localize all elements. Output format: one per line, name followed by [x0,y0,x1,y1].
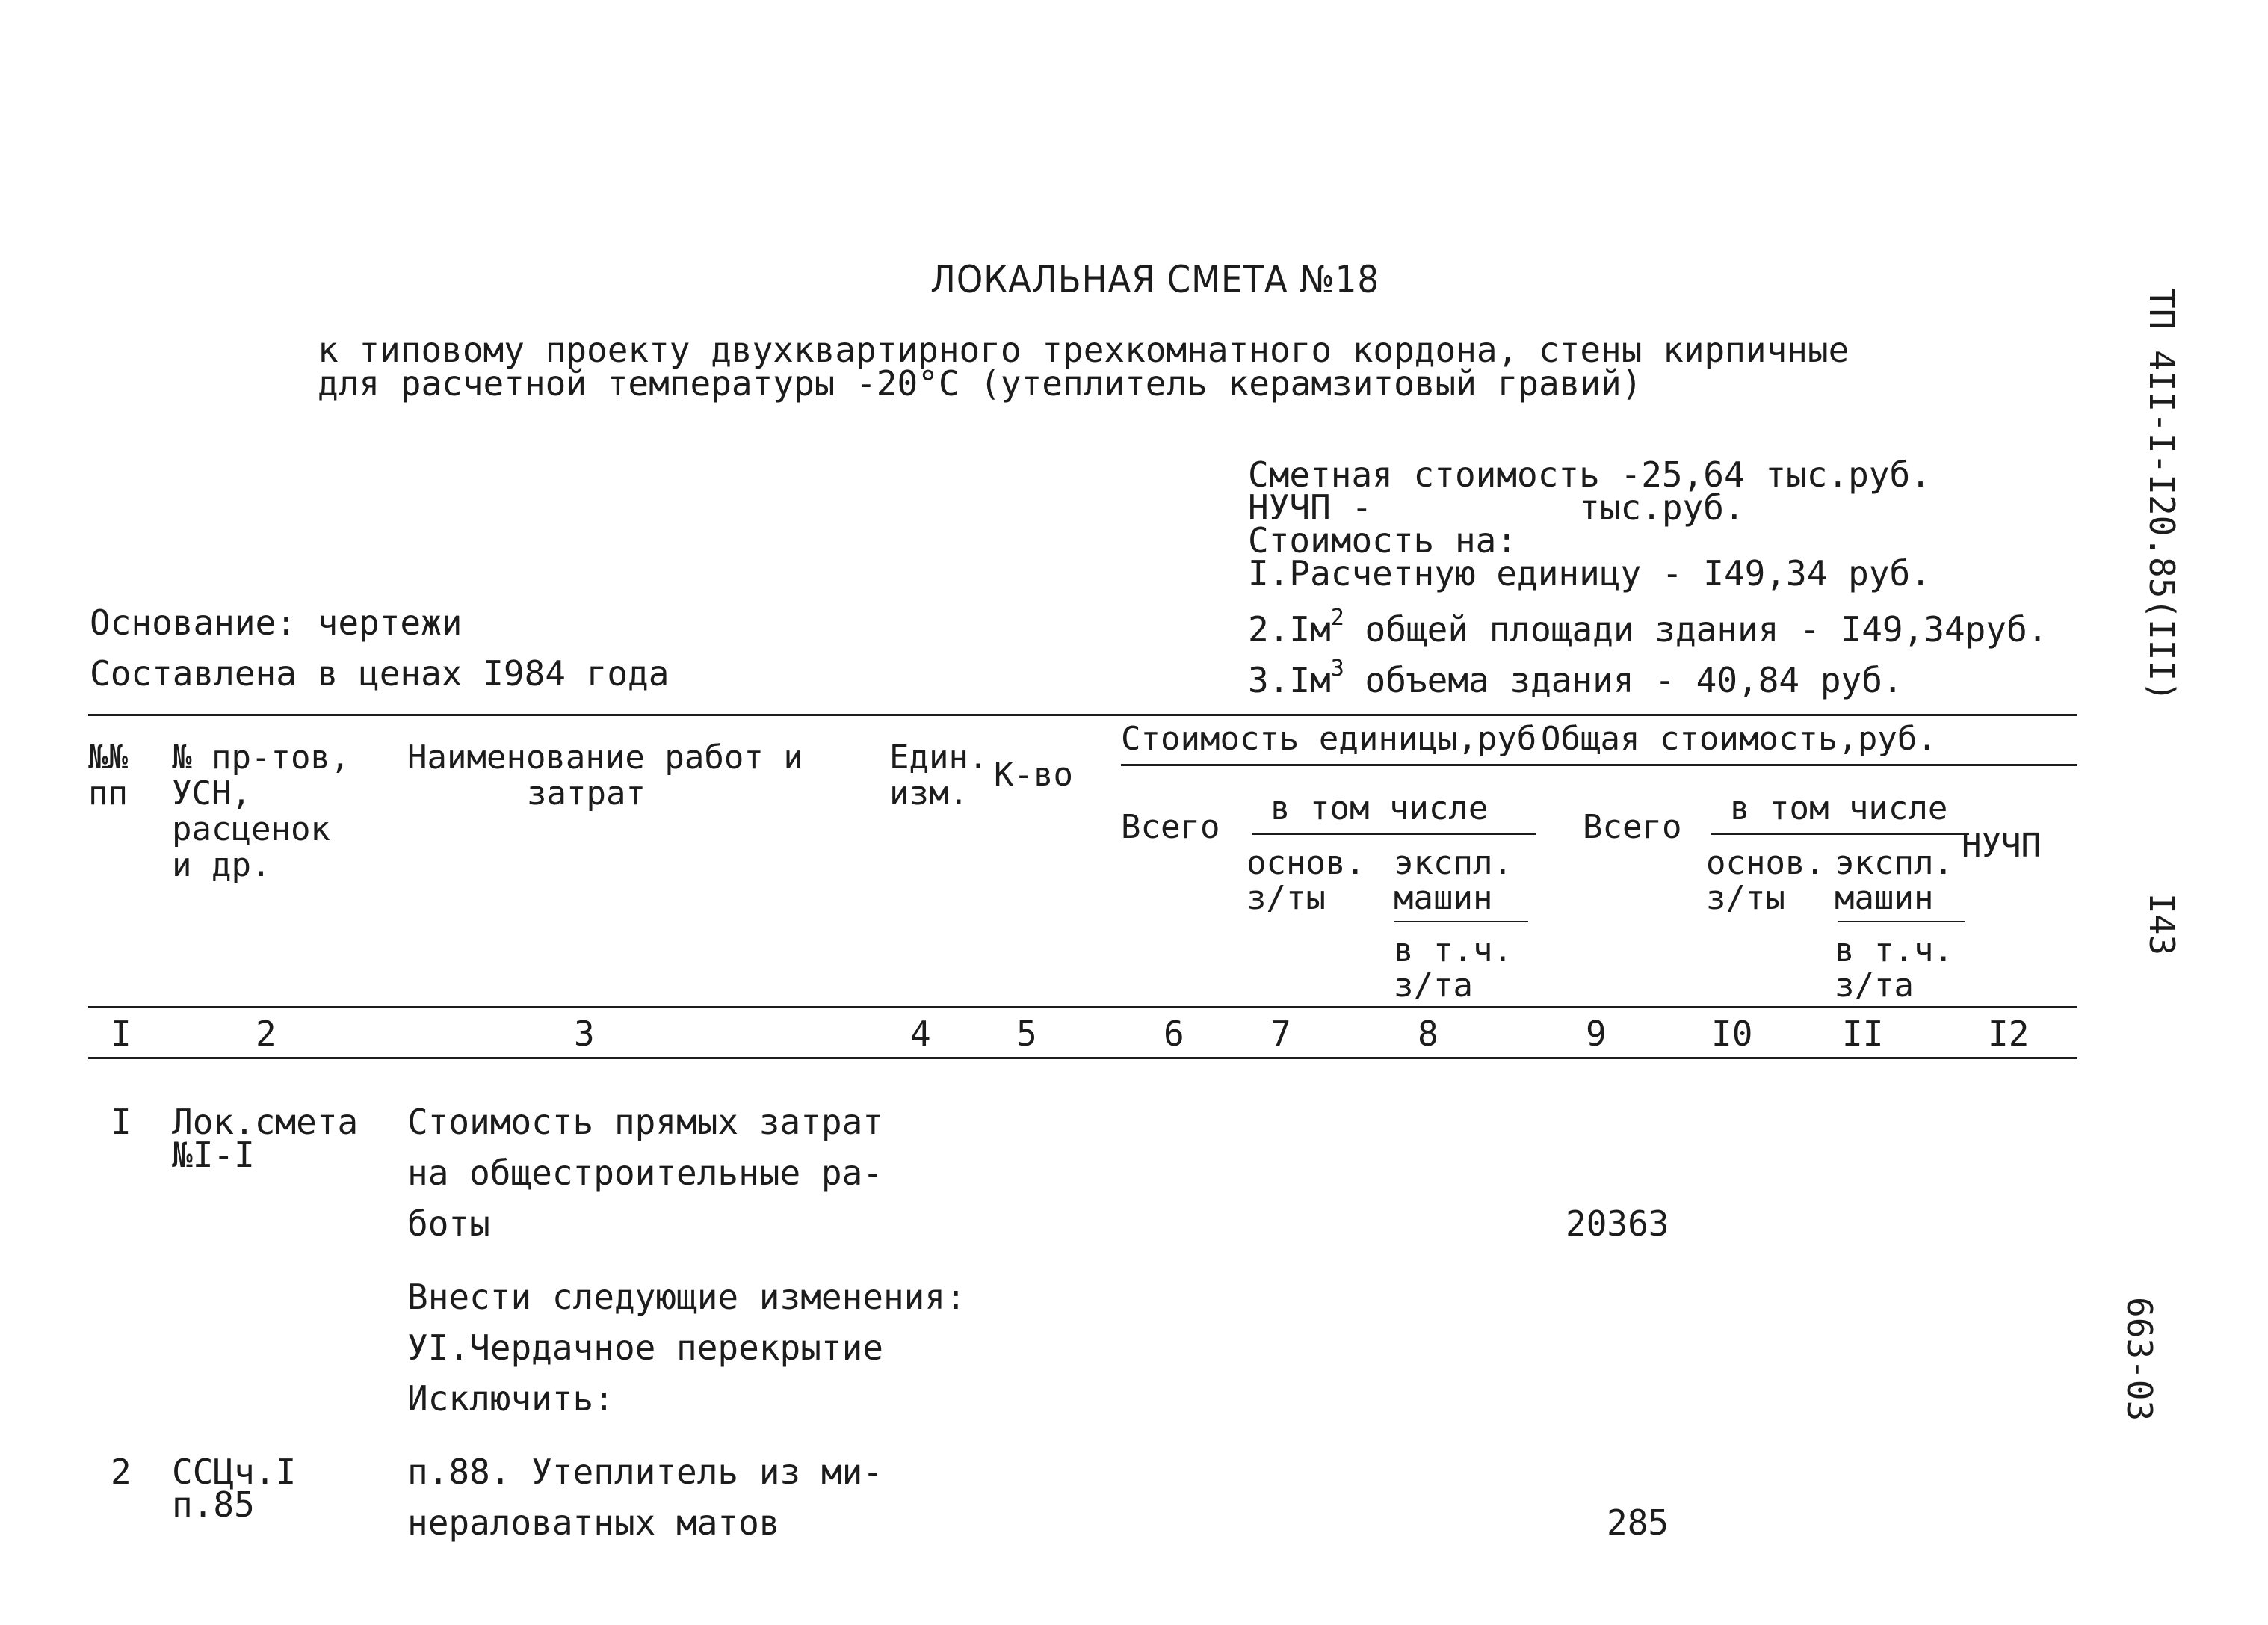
col2-header-line1: № пр-тов, [172,739,350,777]
project-code: ТП 4II-I-I20.85(III) [2142,288,2182,702]
total-machine-rule [1838,921,1965,922]
row1-name-line1: Стоимость прямых затрат [407,1102,883,1142]
col-number-4: 4 [910,1014,931,1054]
unit-ekspl-line2: машин [1394,879,1493,917]
header-bottom-rule [88,1006,2077,1008]
document-title: ЛОКАЛЬНАЯ СМЕТА №18 [930,258,1379,301]
nuchp-cost: НУЧП - тыс.руб. [1248,487,1745,528]
row1-number: I [111,1102,132,1142]
col1-header-line2: пп [88,774,128,812]
total-ekspl-line1: экспл. [1835,844,1953,882]
row2-name-line2: нераловатных матов [407,1502,780,1543]
cost-header-rule [1121,764,2077,766]
unit-vtom-header: в том числе [1270,789,1489,827]
row2-number: 2 [111,1452,132,1492]
unit-ekspl-line1: экспл. [1394,844,1512,882]
col-number-10: I0 [1711,1014,1753,1054]
row2-ref-line2: п.85 [172,1484,255,1525]
row2-total: 285 [1607,1502,1669,1543]
col-number-6: 6 [1164,1014,1184,1054]
cost-per-volume: $3.Iм^3$ объема здания - 40,84 руб. [1248,656,1903,700]
unit-total-header: Всего [1121,808,1220,846]
col3-header-line1: Наименование работ и [407,739,803,777]
col5-header: К-во [994,756,1073,794]
row1-name-line3: боты [407,1203,490,1244]
unit-vtch-line2: з/та [1394,966,1473,1005]
unit-vtch-line1: в т.ч. [1394,931,1512,969]
unit-machine-rule [1394,921,1528,922]
changes-line2: УI.Чердачное перекрытие [407,1328,883,1368]
col-number-2: 2 [256,1014,276,1054]
row1-name-line2: на общестроительные ра- [407,1153,883,1193]
col3-header-line2: затрат [527,774,646,812]
row1-total: 20363 [1566,1203,1669,1244]
document-number: 663-03 [2119,1297,2160,1422]
total-osnov-line1: основ. [1706,844,1825,882]
unit-osnov-line2: з/ты [1246,879,1326,917]
col2-header-line4: и др. [172,846,271,884]
total-ekspl-line2: машин [1835,879,1934,917]
unit-vtom-rule [1252,833,1536,835]
col1-header-line1: №№ [88,739,128,777]
nuchp-header: НУЧП [1962,827,2041,865]
total-vtch-line1: в т.ч. [1835,931,1953,969]
total-vtch-line2: з/та [1835,966,1914,1005]
unit-osnov-line1: основ. [1246,844,1365,882]
cost-per-unit: I.Расчетную единицу - I49,34 руб. [1248,553,1931,593]
total-vtom-header: в том числе [1730,789,1948,827]
col-number-12: I2 [1988,1014,2030,1054]
col-number-9: 9 [1586,1014,1607,1054]
col-number-5: 5 [1016,1014,1037,1054]
price-year-label: Составлена в ценах I984 года [90,653,670,694]
subtitle-line-1: к типовому проекту двухквартирного трехкомнатного кордона, стены кирпичные [318,330,1850,370]
total-vtom-rule [1711,833,1969,835]
total-cost-header: Общая стоимость,руб. [1541,720,1937,758]
total-osnov-line2: з/ты [1706,879,1785,917]
unit-cost-header: Стоимость единицы,руб. [1121,720,1557,758]
col-number-7: 7 [1270,1014,1291,1054]
changes-line1: Внести следующие изменения: [407,1277,966,1317]
col-number-1: I [111,1014,132,1054]
col-number-3: 3 [574,1014,595,1054]
col-number-8: 8 [1418,1014,1439,1054]
cost-per-label: Стоимость на: [1248,520,1518,561]
table-top-rule [88,714,2077,716]
col2-header-line2: УСН, [172,774,251,812]
numbers-bottom-rule [88,1057,2077,1059]
estimated-cost: Сметная стоимость -25,64 тыс.руб. [1248,454,1931,495]
row2-name-line1: п.88. Утеплитель из ми- [407,1452,883,1492]
page-number: I43 [2142,893,2182,956]
col4-header-line2: изм. [889,774,968,812]
col-number-11: II [1842,1014,1884,1054]
total-total-header: Всего [1583,808,1682,846]
changes-line3: Исключить: [407,1378,614,1419]
row1-ref-line1: Лок.смета [172,1102,359,1142]
row2-ref-line1: ССЦч.I [172,1452,297,1492]
basis-label: Основание: чертежи [90,602,463,643]
col4-header-line1: Един. [889,739,989,777]
cost-per-area: $2.Iм^2$ общей площади здания - I49,34руб. [1248,605,2048,650]
subtitle-line-2: для расчетной температуры -20°С (утеплитель керамзитовый гравий) [318,363,1643,404]
row1-ref-line2: №I-I [172,1135,255,1175]
col2-header-line3: расценок [172,810,330,848]
